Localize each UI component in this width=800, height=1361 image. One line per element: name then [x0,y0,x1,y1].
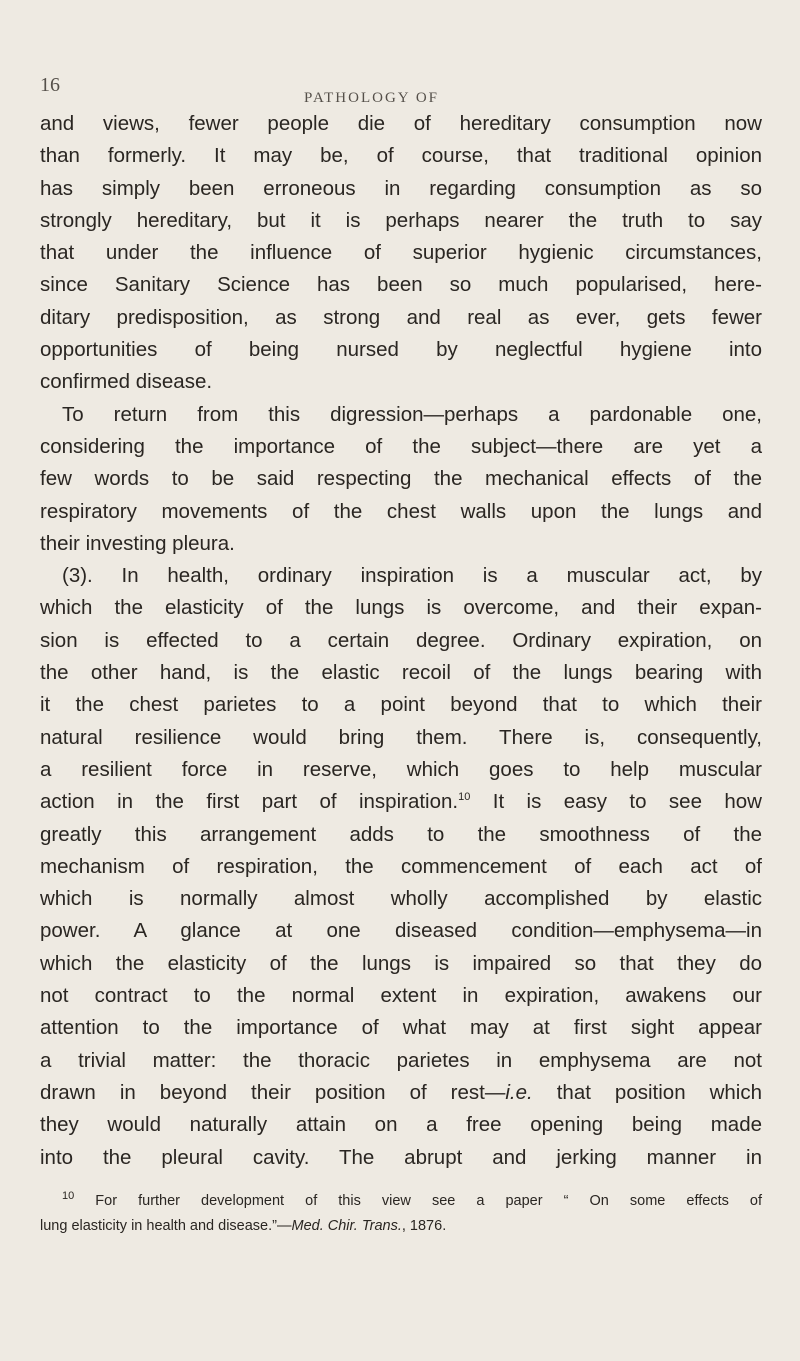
text-line: To return from this digression—perhaps a pardonable one, [62,402,762,426]
text-line: strongly hereditary, but it is perhaps nearer the truth to say [40,208,762,232]
text-line: a resilient force in reserve, which goes to help muscular [40,757,762,781]
footnotes [40,1189,762,1239]
text-line: the other hand, is the elastic recoil of the lungs bearing with [40,661,762,685]
text-line: they would naturally attain on a free opening being made [40,1113,762,1137]
text-line: has simply been erroneous in regarding consumption as so [40,176,762,200]
italic-text: Med. Chir. Trans. [291,1218,402,1234]
text-line: that under the influence of superior hygienic circumstances, [40,241,762,265]
text-line: sion is effected to a certain degree. Ordinary expiration, on [40,628,762,652]
footnote-text: , 1876. [401,1218,447,1234]
footnote-line [40,1189,762,1214]
text-line: (3). In health, ordinary inspiration is a muscular act, by [62,564,762,588]
text-line: which the elasticity of the lungs is overcome, and their expan- [40,596,762,620]
text-line: than formerly. It may be, of course, that traditional opinion [40,144,762,168]
text-line: opportunities of being nursed by neglectful hygiene into [40,338,762,362]
italic-text: i.e. [505,1080,533,1104]
text-line: into the pleural cavity. The abrupt and jerking manner in [40,1145,762,1169]
footnote-line [40,1214,762,1239]
text-segment: drawn in beyond their position of rest— [40,1080,506,1104]
footnote-text: lung elasticity in health and disease.”— [40,1218,292,1234]
text-line: a trivial matter: the thoracic parietes in emphysema are not [40,1048,762,1072]
text-line: which the elasticity of the lungs is impaired so that they do [40,951,762,975]
text-line: greatly this arrangement adds to the smoothness of the [40,822,762,846]
text-line: confirmed disease. [40,370,213,394]
text-segment: It is easy to see how [470,790,762,814]
text-line: not contract to the normal extent in expiration, awakens our [40,984,762,1008]
running-head: PATHOLOGY OF [304,90,439,106]
text-line: few words to be said respecting the mechanical effects of the [40,467,762,491]
text-line: which is normally almost wholly accomplished by elastic [40,887,762,911]
text-line: since Sanitary Science has been so much popularised, here- [40,273,762,297]
footnote-reference: 10 [458,791,471,804]
text-segment: action in the first part of inspiration. [40,790,459,814]
text-line: power. A glance at one diseased condition—emphysema—in [40,919,762,943]
text-line: considering the importance of the subject—there are yet a [40,434,762,458]
text-line: mechanism of respiration, the commencement of each act of [40,854,762,878]
text-line: attention to the importance of what may at first sight appear [40,1016,762,1040]
text-line [40,786,762,818]
footnote-text: For further development of this view see a paper “ On some effects of [74,1193,762,1209]
text-line: it the chest parietes to a point beyond that to which their [40,693,762,717]
body-text [40,108,762,1174]
text-segment: that position which [532,1080,763,1104]
text-line: respiratory movements of the chest walls upon the lungs and [40,499,762,523]
text-line [40,1077,762,1109]
page-number: 16 [40,74,60,96]
footnote-marker: 10 [62,1190,75,1203]
text-line: and views, fewer people die of hereditary consumption now [40,112,762,135]
text-line: natural resilience would bring them. There is, consequently, [40,725,762,749]
text-line: their investing pleura. [40,531,235,555]
text-line: ditary predisposition, as strong and real as ever, gets fewer [40,305,762,329]
